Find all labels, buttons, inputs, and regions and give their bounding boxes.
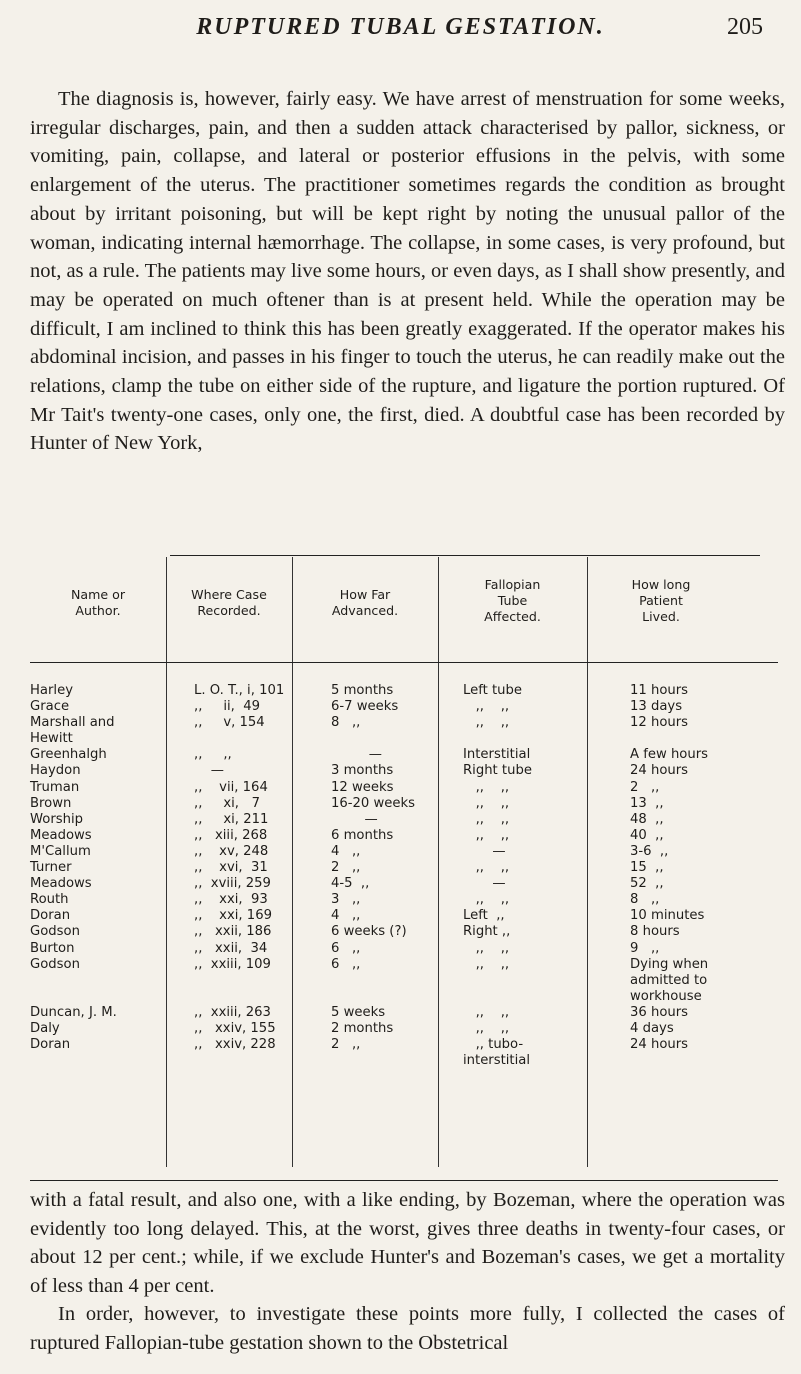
- cell-lived: 8 ,,: [630, 892, 660, 908]
- cell-far: 4 ,,: [331, 908, 361, 924]
- cell-lived: 8 hours: [630, 924, 680, 940]
- table-row: [30, 844, 778, 860]
- cell-far: 6 ,,: [331, 940, 361, 956]
- cell-tube: ,, ,,: [463, 699, 510, 715]
- cell-tube: ,, ,,: [463, 1004, 510, 1020]
- cell-tube: Interstitial: [463, 747, 531, 763]
- table-row: [30, 1005, 778, 1021]
- cell-tube: ,, ,,: [463, 940, 510, 956]
- table-row: [30, 860, 778, 876]
- table-body: [30, 683, 778, 1069]
- cell-name: Brown: [30, 795, 72, 811]
- cell-far: 2 ,,: [331, 1037, 361, 1053]
- header-name: Name or Author.: [70, 587, 126, 618]
- table-header-rule: [30, 662, 778, 663]
- cell-far: 3 ,,: [331, 892, 361, 908]
- cell-far: 6 months: [331, 827, 394, 843]
- cell-tube: ,, tubo-: [463, 1037, 524, 1053]
- cell-where: ,, xviii, 259: [194, 876, 271, 892]
- cell-far: 2 months: [331, 1020, 394, 1036]
- cell-lived: 10 minutes: [630, 908, 705, 924]
- cell-where: ,, xvi, 31: [194, 860, 268, 876]
- cell-lived: 24 hours: [630, 1037, 689, 1053]
- cell-lived: 40 ,,: [630, 827, 664, 843]
- cell-far: 4-5 ,,: [331, 876, 370, 892]
- header-where-recorded: Where Case Recorded.: [191, 587, 267, 618]
- cell-name: Godson: [30, 956, 80, 972]
- table-row: [30, 1037, 778, 1069]
- header-how-far: How Far Advanced.: [331, 587, 399, 618]
- cell-name: Meadows: [30, 876, 92, 892]
- table-row: [30, 715, 778, 747]
- cell-name: Worship: [30, 811, 84, 827]
- cell-where: ,, xv, 248: [194, 843, 269, 859]
- cell-name: Doran: [30, 908, 71, 924]
- cell-where: ,, xxii, 34: [194, 940, 268, 956]
- table-row: [30, 812, 778, 828]
- cell-tube: Right tube: [463, 763, 532, 779]
- cell-tube: ,, ,,: [463, 715, 510, 731]
- cell-tube: —: [463, 876, 506, 892]
- cell-name: Burton: [30, 940, 75, 956]
- cell-tube: Left ,,: [463, 908, 505, 924]
- table-row: [30, 683, 778, 699]
- cell-name: Hewitt: [30, 731, 73, 747]
- cell-where: L. O. T., i, 101: [194, 683, 285, 698]
- cell-where: ,, xxii, 186: [194, 924, 272, 940]
- cell-where: ,, xxiv, 228: [194, 1037, 276, 1053]
- page-header: [0, 14, 801, 54]
- cell-lived: 36 hours: [630, 1004, 689, 1020]
- cell-where: —: [194, 763, 224, 779]
- cell-lived: 52 ,,: [630, 876, 664, 892]
- table-row: [30, 957, 778, 1005]
- table-bottom-rule: [30, 1180, 778, 1181]
- header-how-long: How long Patient Lived.: [631, 577, 691, 624]
- table-row: [30, 908, 778, 924]
- cell-name: Turner: [30, 860, 72, 876]
- cell-name: Doran: [30, 1037, 71, 1053]
- cell-far: 3 months: [331, 763, 394, 779]
- cell-tube: ,, ,,: [463, 956, 510, 972]
- table-row: [30, 876, 778, 892]
- cell-name: Marshall and: [30, 715, 115, 731]
- cell-where: ,, xi, 7: [194, 795, 260, 811]
- cell-lived: A few hours: [630, 747, 709, 763]
- table-row: [30, 924, 778, 940]
- cell-name: Meadows: [30, 827, 92, 843]
- cell-lived: 13 days: [630, 699, 683, 715]
- cell-tube: —: [463, 843, 506, 859]
- cell-name: M'Callum: [30, 843, 91, 859]
- table-row: [30, 941, 778, 957]
- paragraph-investigation: In order, however, to investigate these points more fully, I collected the cases of ruptured Fallopian-tube gestation shown to the Obstetrical: [30, 1303, 785, 1354]
- cell-lived: workhouse: [630, 988, 702, 1004]
- cell-name: Daly: [30, 1020, 60, 1036]
- cell-tube: ,, ,,: [463, 860, 510, 876]
- cell-name: Harley: [30, 683, 74, 698]
- cell-tube: Left tube: [463, 683, 523, 698]
- cell-where: ,, ii, 49: [194, 699, 261, 715]
- page-number: 205: [727, 14, 763, 40]
- cell-where: ,, v, 154: [194, 715, 265, 731]
- cell-lived: Dying when: [630, 956, 709, 972]
- cell-lived: 12 hours: [630, 715, 689, 731]
- table-row: [30, 747, 778, 763]
- cell-far: 5 months: [331, 683, 394, 698]
- cell-where: ,, xxi, 93: [194, 892, 268, 908]
- cell-lived: 2 ,,: [630, 779, 660, 795]
- cell-lived: 15 ,,: [630, 860, 664, 876]
- cell-far: 6-7 weeks: [331, 699, 399, 715]
- cell-lived: 11 hours: [630, 683, 689, 698]
- paragraph-fatal-results: with a fatal result, and also one, with a like ending, by Bozeman, where the operation was evidently too long delayed. This, at the worst, gives three deaths in twenty-four cases, or about 12 per cent.; while, if we exclude Hunter's and Bozeman's cases, we get a mortality of less than 4 per cent.: [30, 1189, 785, 1298]
- cell-name: Duncan, J. M.: [30, 1004, 117, 1020]
- table-top-rule: [170, 555, 760, 556]
- cell-far: —: [331, 811, 378, 827]
- cell-name: Truman: [30, 779, 80, 795]
- cell-where: ,, xxiii, 109: [194, 956, 271, 972]
- cell-far: 2 ,,: [331, 860, 361, 876]
- cell-lived: 13 ,,: [630, 795, 664, 811]
- cell-lived: 3-6 ,,: [630, 843, 669, 859]
- table-row: [30, 780, 778, 796]
- cell-name: Routh: [30, 892, 69, 908]
- cell-lived: admitted to: [630, 972, 708, 988]
- table-row: [30, 892, 778, 908]
- cell-lived: 48 ,,: [630, 811, 664, 827]
- cell-tube: ,, ,,: [463, 892, 510, 908]
- paragraph-diagnosis: The diagnosis is, however, fairly easy. We have arrest of menstruation for some weeks, irregular discharges, pain, and then a sudden attack characterised by pallor, sickness, or vomiting, pain, collapse, and lateral or posterior effusions in the pelvis, with some enlargement of the uterus. The practitioner sometimes regards the condition as brought about by irritant poisoning, but will be kept right by noting the unusual pallor of the woman, indicating internal hæmorrhage. The collapse, in some cases, is very profound, but not, as a rule. The patients may live some hours, or even days, as I shall show presently, and may be operated on much oftener than is at present held. While the operation may be difficult, I am inclined to think this has been greatly exaggerated. If the operator makes his abdominal incision, and passes in his finger to touch the uterus, he can readily make out the relations, clamp the tube on either side of the rupture, and ligature the portion ruptured. Of Mr Tait's twenty-one cases, only one, the first, died. A doubtful case has been recorded by Hunter of New York,: [30, 88, 785, 455]
- table-row: [30, 796, 778, 812]
- cell-where: ,, xxiv, 155: [194, 1020, 276, 1036]
- cell-far: 12 weeks: [331, 779, 394, 795]
- cell-where: ,, xxiii, 263: [194, 1004, 271, 1020]
- cell-where: ,, ,,: [194, 747, 232, 763]
- cell-far: 8 ,,: [331, 715, 361, 731]
- cell-tube: ,, ,,: [463, 795, 510, 811]
- cell-lived: 9 ,,: [630, 940, 660, 956]
- cell-where: ,, xi, 211: [194, 811, 269, 827]
- cell-lived: 4 days: [630, 1020, 674, 1036]
- cell-tube: ,, ,,: [463, 827, 510, 843]
- cell-name: Grace: [30, 699, 70, 715]
- cell-far: 5 weeks: [331, 1004, 386, 1020]
- cell-lived: 24 hours: [630, 763, 689, 779]
- cell-far: 6 weeks (?): [331, 924, 407, 940]
- cell-where: ,, vii, 164: [194, 779, 268, 795]
- cell-tube: Right ,,: [463, 924, 511, 940]
- cell-name: Godson: [30, 924, 80, 940]
- cell-where: ,, xiii, 268: [194, 827, 268, 843]
- table-row: [30, 828, 778, 844]
- header-tube: Fallopian Tube Affected.: [484, 577, 541, 624]
- table-row: [30, 699, 778, 715]
- cell-tube: interstitial: [463, 1053, 531, 1069]
- cell-tube: ,, ,,: [463, 1020, 510, 1036]
- running-title: RUPTURED TUBAL GESTATION.: [196, 14, 605, 40]
- cell-far: 16-20 weeks: [331, 795, 416, 811]
- cell-name: Haydon: [30, 763, 81, 779]
- cell-tube: ,, ,,: [463, 811, 510, 827]
- cell-far: —: [331, 747, 382, 763]
- cell-name: Greenhalgh: [30, 747, 107, 763]
- cell-tube: ,, ,,: [463, 779, 510, 795]
- table-row: [30, 763, 778, 779]
- cell-where: ,, xxi, 169: [194, 908, 272, 924]
- table-row: [30, 1021, 778, 1037]
- cell-far: 6 ,,: [331, 956, 361, 972]
- cell-far: 4 ,,: [331, 843, 361, 859]
